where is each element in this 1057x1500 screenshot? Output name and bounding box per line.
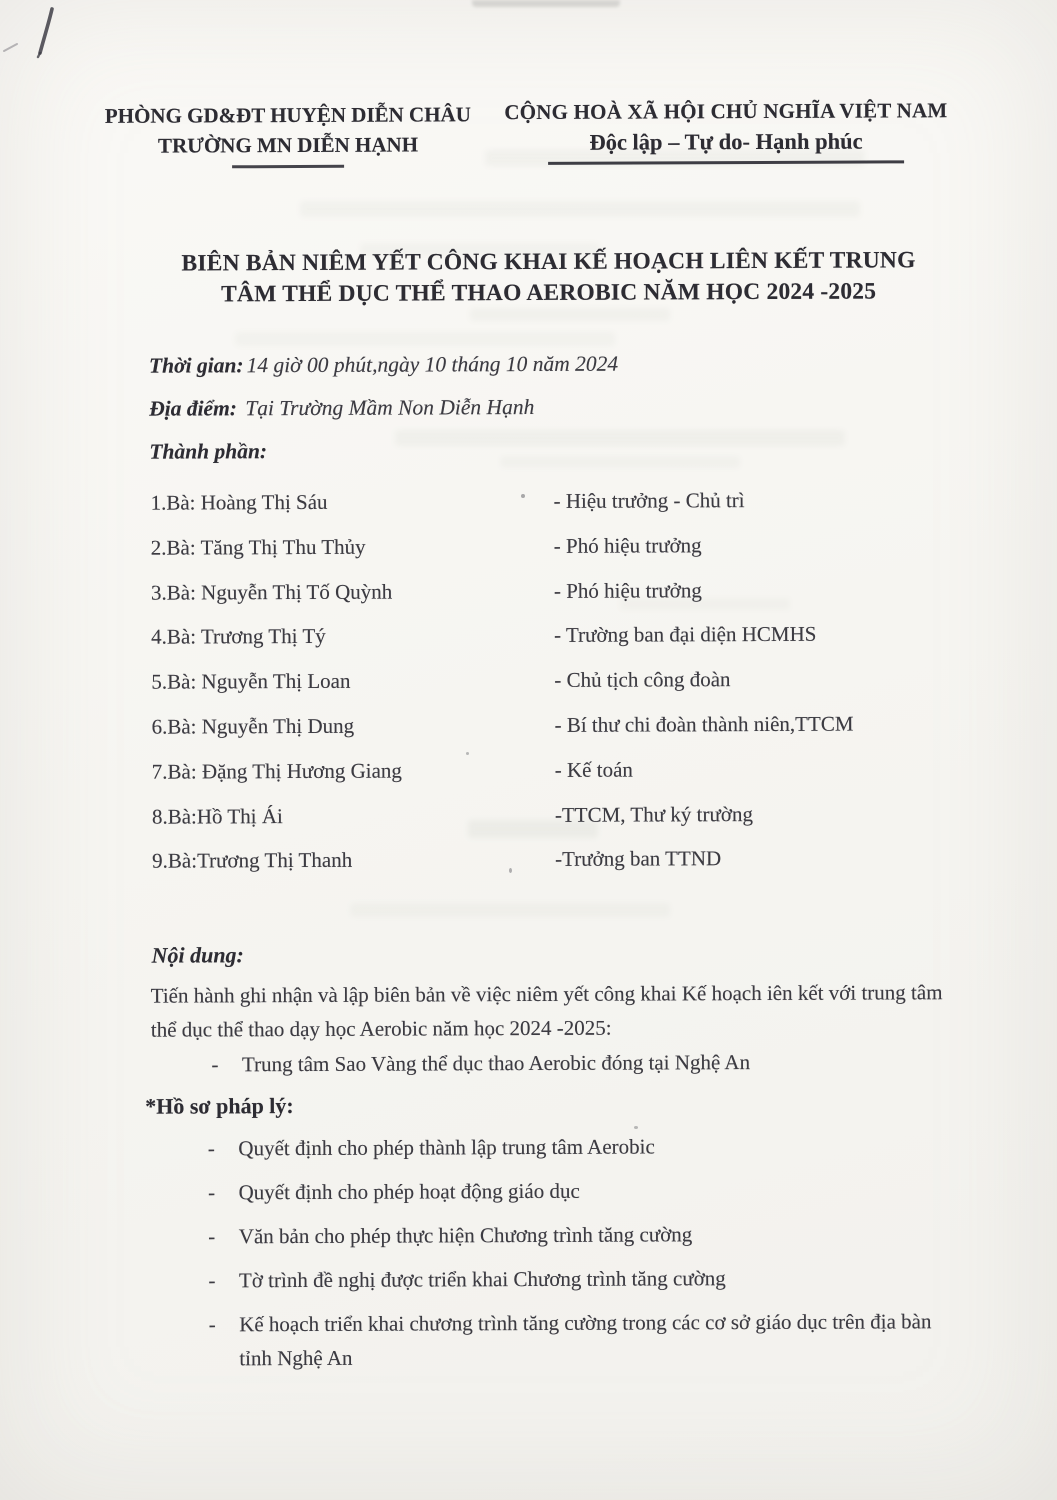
bullet-dash: - [207, 1136, 215, 1161]
meta-time [149, 352, 618, 397]
legal-section-label: *Hồ sơ pháp lý: [145, 1093, 294, 1119]
participant-role: - Chủ tịch công đoàn [554, 667, 731, 693]
bullet-dash: - [208, 1268, 216, 1293]
meta-members [149, 438, 618, 483]
participant-role: - Phó hiệu trưởng [553, 533, 702, 558]
participant-name: 9.Bà:Trương Thị Thanh [152, 848, 353, 874]
participant-role: - Bí thư chi đoàn thành niên,TTCM [554, 711, 854, 737]
participant-name: 7.Bà: Đặng Thị Hương Giang [151, 758, 402, 784]
document-title-line1: BIÊN BẢN NIÊM YẾT CÔNG KHAI KẾ HOẠCH LIÊN KẾT TRUNG [181, 247, 916, 277]
legal-item [153, 1217, 963, 1254]
members-label: Thành phần: [149, 439, 268, 464]
participant-name: 2.Bà: Tăng Thị Thu Thủy [150, 534, 366, 560]
issuing-authority-block [98, 102, 478, 168]
participant-list [151, 485, 953, 892]
republic-title: CỘNG HOÀ XÃ HỘI CHỦ NGHĨA VIỆT NAM [504, 98, 948, 125]
legal-item [153, 1305, 963, 1376]
legal-item-text: Quyết định cho phép hoạt động giáo dục [238, 1178, 580, 1205]
participant-row [151, 575, 951, 623]
participant-role: - Kế toán [554, 757, 633, 782]
participant-row [151, 620, 951, 668]
participant-name: 4.Bà: Trương Thị Tý [151, 624, 326, 650]
department-name: PHÒNG GD&ĐT HUYỆN DIỄN CHÂU [104, 102, 471, 128]
legal-item [152, 1129, 962, 1166]
motto-line: Độc lập – Tự do- Hạnh phúc [589, 128, 863, 155]
legal-item-text: Tờ trình đề nghị được triển khai Chương trình tăng cường [238, 1266, 726, 1293]
school-name: TRƯỜNG MN DIỄN HẠNH [157, 132, 419, 158]
legal-item-text: Quyết định cho phép thành lập trung tâm Aerobic [238, 1134, 655, 1161]
content-section-label: Nội dung: [151, 942, 244, 968]
document-title [68, 245, 1028, 311]
bullet-dash: - [208, 1224, 216, 1249]
legal-item [153, 1261, 963, 1298]
bullet-text: Trung tâm Sao Vàng thể dục thao Aerobic đóng tại Nghệ An [241, 1050, 751, 1077]
bullet-dash: - [211, 1052, 219, 1077]
place-value: Tại Trường Mầm Non Diễn Hạnh [245, 394, 535, 421]
participant-role: - Trường ban đại diện HCMHS [554, 622, 817, 648]
legal-item-text: Văn bản cho phép thực hiện Chương trình tăng cường [238, 1222, 693, 1249]
participant-row [151, 709, 951, 757]
participant-role: - Phó hiệu trưởng [553, 577, 702, 603]
participant-row [151, 530, 951, 578]
place-label: Địa điểm: [149, 396, 237, 421]
national-motto-block [486, 98, 966, 165]
participant-name: 6.Bà: Nguyễn Thị Dung [151, 713, 355, 739]
participant-role: -TTCM, Thư ký trường [554, 801, 753, 827]
legal-item-text: Kế hoạch triển khai chương trình tăng cường trong các cơ sở giáo dục trên địa bàn tỉnh Nghệ An [239, 1309, 932, 1370]
meta-section [149, 352, 619, 483]
header-left-underline [232, 165, 344, 168]
participant-row [151, 485, 951, 533]
participant-name: 8.Bà:Hồ Thị Ái [151, 803, 283, 829]
document-title-line2: TÂM THỂ DỤC THỂ THAO AEROBIC NĂM HỌC 2024 -2025 [221, 278, 877, 308]
participant-name: 5.Bà: Nguyễn Thị Loan [151, 668, 351, 694]
time-label: Thời gian: [148, 353, 244, 378]
meta-place [149, 395, 618, 440]
legal-list [152, 1129, 963, 1386]
legal-item [153, 1173, 963, 1210]
content-paragraph: Tiến hành ghi nhận và lập biên bản về việc niêm yết công khai Kế hoạch iên kết với trung tâm thể dục thể thao dạy học Aerobic năm học 2024 -2025: [150, 980, 943, 1042]
participant-row [151, 664, 951, 712]
participant-row [152, 844, 952, 892]
header-right-underline [548, 160, 904, 165]
time-value: 14 giờ 00 phút,ngày 10 tháng 10 năm 2024 [246, 351, 619, 378]
participant-row [152, 799, 952, 847]
participant-row [152, 754, 952, 802]
bullet-dash: - [208, 1312, 216, 1337]
participant-name: 1.Bà: Hoàng Thị Sáu [150, 489, 328, 515]
participant-role: - Hiệu trưởng - Chủ trì [553, 488, 745, 513]
participant-name: 3.Bà: Nguyễn Thị Tố Quỳnh [150, 579, 393, 605]
content-bullet [152, 1049, 972, 1078]
bullet-dash: - [208, 1180, 216, 1205]
participant-role: -Trưởng ban TTND [555, 846, 722, 872]
